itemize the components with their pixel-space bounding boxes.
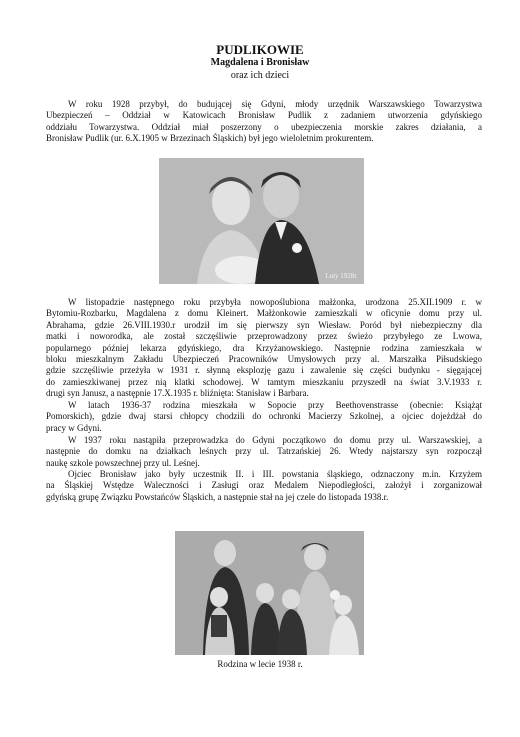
page-subtitle: Magdalena i Bronisław [210,57,310,68]
paragraph-line: Bronisław Pudlik (ur. 6.X.1905 w Brzezinach Śląskich) był jego wieloletnim prokurentem. [46,133,374,144]
photo-date-label: Luty 1928r. [325,272,358,280]
photo-caption: Rodzina w lecie 1938 r. [217,659,303,669]
paragraph-line: W roku 1928 przybył, do budującej się Gdyni, młody urzędnik Warszawskiego Towarzystwa [68,99,482,109]
paragraph-line: Ojciec Bronisław jako były uczestnik II. i III. powstania śląskiego, odznaczony m.in. Krzyżem [68,469,482,479]
paragraph-1 [46,99,482,145]
paragraph-line: popularnego później lekarza gdyńskiego, dra Krzyżanowskiego. Następnie rodzina zamieszkała w [46,342,482,353]
paragraph-line: oddziału Towarzystwa. Oddział miał poszerzony o ubezpieczenia morskie zakres działania, a [46,121,482,132]
paragraph-line: do zamieszkiwanej przez nią klatki schodowej. W tamtym mieszkaniu przyszedł na świat 3.V.1933 r. [46,376,482,387]
paragraph-line: matki i noworodka, ale został szczęśliwie przeprowadzony przez świeżo przybyłego ze Lwowa, [46,331,482,342]
paragraph-line: W 1937 roku nastąpiła przeprowadzka do Gdyni początkowo do domu przy ul. Warszawskiej, a [68,435,482,445]
paragraph-line: drugi syn Janusz, a następnie 17.X.1935 r. bliźnięta: Stanisław i Barbara. [46,388,309,399]
paragraph-line: gdzie szczęśliwie przeżyła w 1931 r. słynną eksplozję gazu i zawalenie się części budynku - sięgającej [46,365,482,376]
paragraph-line: Bytomiu-Rozbarku, Magdalena z domu Kleinert. Małżonkowie zamieszkali w oficynie domu przy ul. [46,308,482,319]
paragraph-5 [46,469,482,503]
family-photo [175,531,364,655]
paragraph-line: naukę szkole powszechnej przy ul. Leśnej. [46,457,200,468]
paragraph-4 [46,435,482,469]
paragraph-line: W latach 1936-37 rodzina mieszkała w Sopocie przy Beethovenstrasse (obecnie: Książąt [68,400,482,410]
paragraph-line: bloku mieszkalnym Zakładu Ubezpieczeń Pracowników Umysłowych przy al. Marszałka Piłsudskiego [46,354,482,365]
paragraph-line: Abrahama, gdzie 26.VIII.1930.r urodził im się pierwszy syn Wiesław. Poród był niebezpieczny dla [46,319,482,330]
page-title: PUDLIKOWIE [216,42,304,57]
paragraph-line: następnie do domku na działkach leśnych przy ul. Tatrzańskiej 26. Wtedy najstarszy syn rozpoczął [46,446,482,457]
paragraph-line: na Śląskiej Wstędze Waleczności i Zasługi oraz Medalem Niepodległości, założył i zorganizował [46,480,482,491]
family-photo-image [175,531,364,655]
paragraph-line: W listopadzie następnego roku przybyła nowopoślubiona małżonka, urodzona 25.XII.1909 r. w [68,297,482,307]
paragraph-line: Pomorskich), gdzie dwaj starsi chłopcy chodzili do ochronki Macierzy Szkolnej, a ojciec dojeżdżał do [46,411,482,422]
page-subtitle-secondary: oraz ich dzieci [230,70,290,81]
paragraph-line: Ubezpieczeń – Oddział w Katowicach Bronisław Pudlik z zadaniem utworzenia gdyńskiego [46,110,482,121]
paragraph-line: gdyńską grupę Związku Powstańców Śląskich, a następnie stał na jej czele do listopada 1938.r. [46,491,389,502]
paragraph-3 [46,400,482,434]
wedding-photo [159,158,364,284]
paragraph-line: pracy w Gdyni. [46,422,102,433]
paragraph-2 [46,297,482,400]
wedding-photo-image [159,158,364,284]
